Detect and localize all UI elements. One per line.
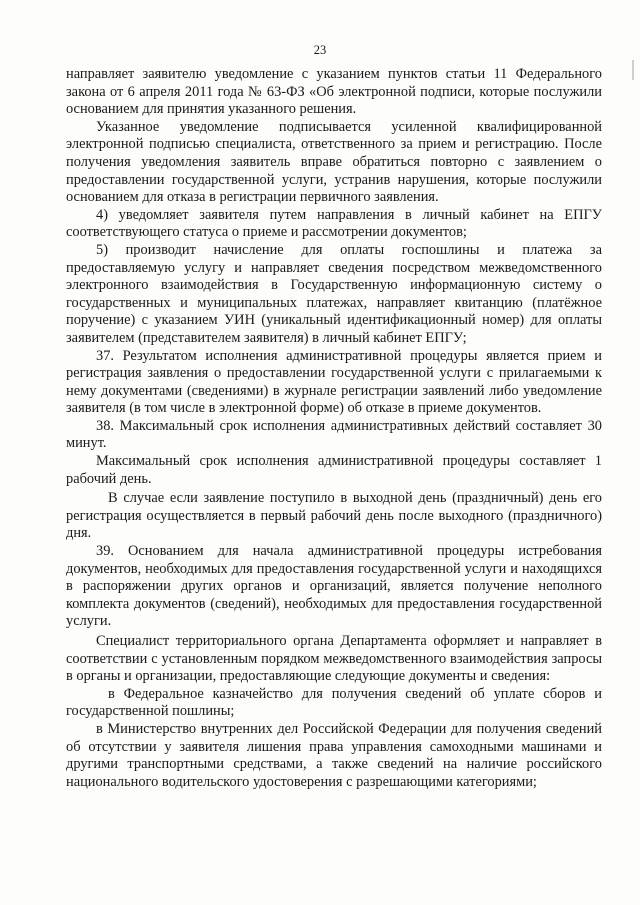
paragraph-continuation: направляет заявителю уведомление с указанием пунктов статьи 11 Федерального закона от 6 апреля 2011 года № 63-ФЗ «Об электронной подписи, которые послужили основанием для принятия указанного решения. — [66, 66, 602, 118]
paragraph-item-5: 5) производит начисление для оплаты госпошлины и платежа за предоставляемую услугу и направляет сведения посредством межведомственного электронного взаимодействия в Государственную информационную систему о государственных и муниципальных платежах, направляет квитанцию (платёжное поручение) с указанием УИН (уникальный идентификационный номер) для оплаты заявителем (представителем заявителя) в личный кабинет ЕПГУ; — [66, 241, 602, 346]
document-body — [66, 66, 602, 791]
paragraph-37: 37. Результатом исполнения административной процедуры является прием и регистрация заявления о предоставлении государственной услуги с прилагаемыми к нему документами (сведениями) в журнале регистрации заявлений либо уведомление заявителя (в том числе в электронной форме) об отказе в приеме документов. — [66, 347, 602, 417]
paragraph-item-4: 4) уведомляет заявителя путем направления в личный кабинет на ЕПГУ соответствующего статуса о приеме и рассмотрении документов; — [66, 206, 602, 241]
scan-edge-mark — [632, 60, 634, 80]
paragraph-treasury: в Федеральное казначейство для получения сведений об уплате сборов и государственной пошлины; — [66, 685, 602, 720]
paragraph-specialist: Специалист территориального органа Департамента оформляет и направляет в соответствии с установленным порядком межведомственного взаимодействия запросы в органы и организации, предоставляющие следующие документы и сведения: — [66, 633, 602, 685]
paragraph-interior-ministry: в Министерство внутренних дел Российской Федерации для получения сведений об отсутствии у заявителя лишения права управления самоходными машинами и другими транспортными средствами, а также сведений на наличие российского национального водительского удостоверения с разрешающими категориями; — [66, 720, 602, 790]
paragraph-39: 39. Основанием для начала административной процедуры истребования документов, необходимых для предоставления государственной услуги и находящихся в распоряжении других органов и организаций, является получение неполного комплекта документов (сведений), необходимых для предоставления государственной услуги. — [66, 543, 602, 630]
paragraph-notification-signature: Указанное уведомление подписывается усиленной квалифицированной электронной подписью специалиста, ответственного за прием и регистрацию. После получения уведомления заявитель вправе обратиться повторно с заявлением о предоставлении государственной услуги, устранив нарушения, которые послужили основанием для отказа в регистрации первичного заявления. — [66, 118, 602, 206]
paragraph-max-term: Максимальный срок исполнения административной процедуры составляет 1 рабочий день. — [66, 453, 602, 487]
page-number: 23 — [313, 43, 327, 57]
paragraph-38: 38. Максимальный срок исполнения административных действий составляет 30 минут. — [66, 417, 602, 452]
paragraph-holiday: В случае если заявление поступило в выходной день (праздничный) день его регистрация осуществляется в первый рабочий день после выходного (праздничного) дня. — [66, 490, 602, 542]
